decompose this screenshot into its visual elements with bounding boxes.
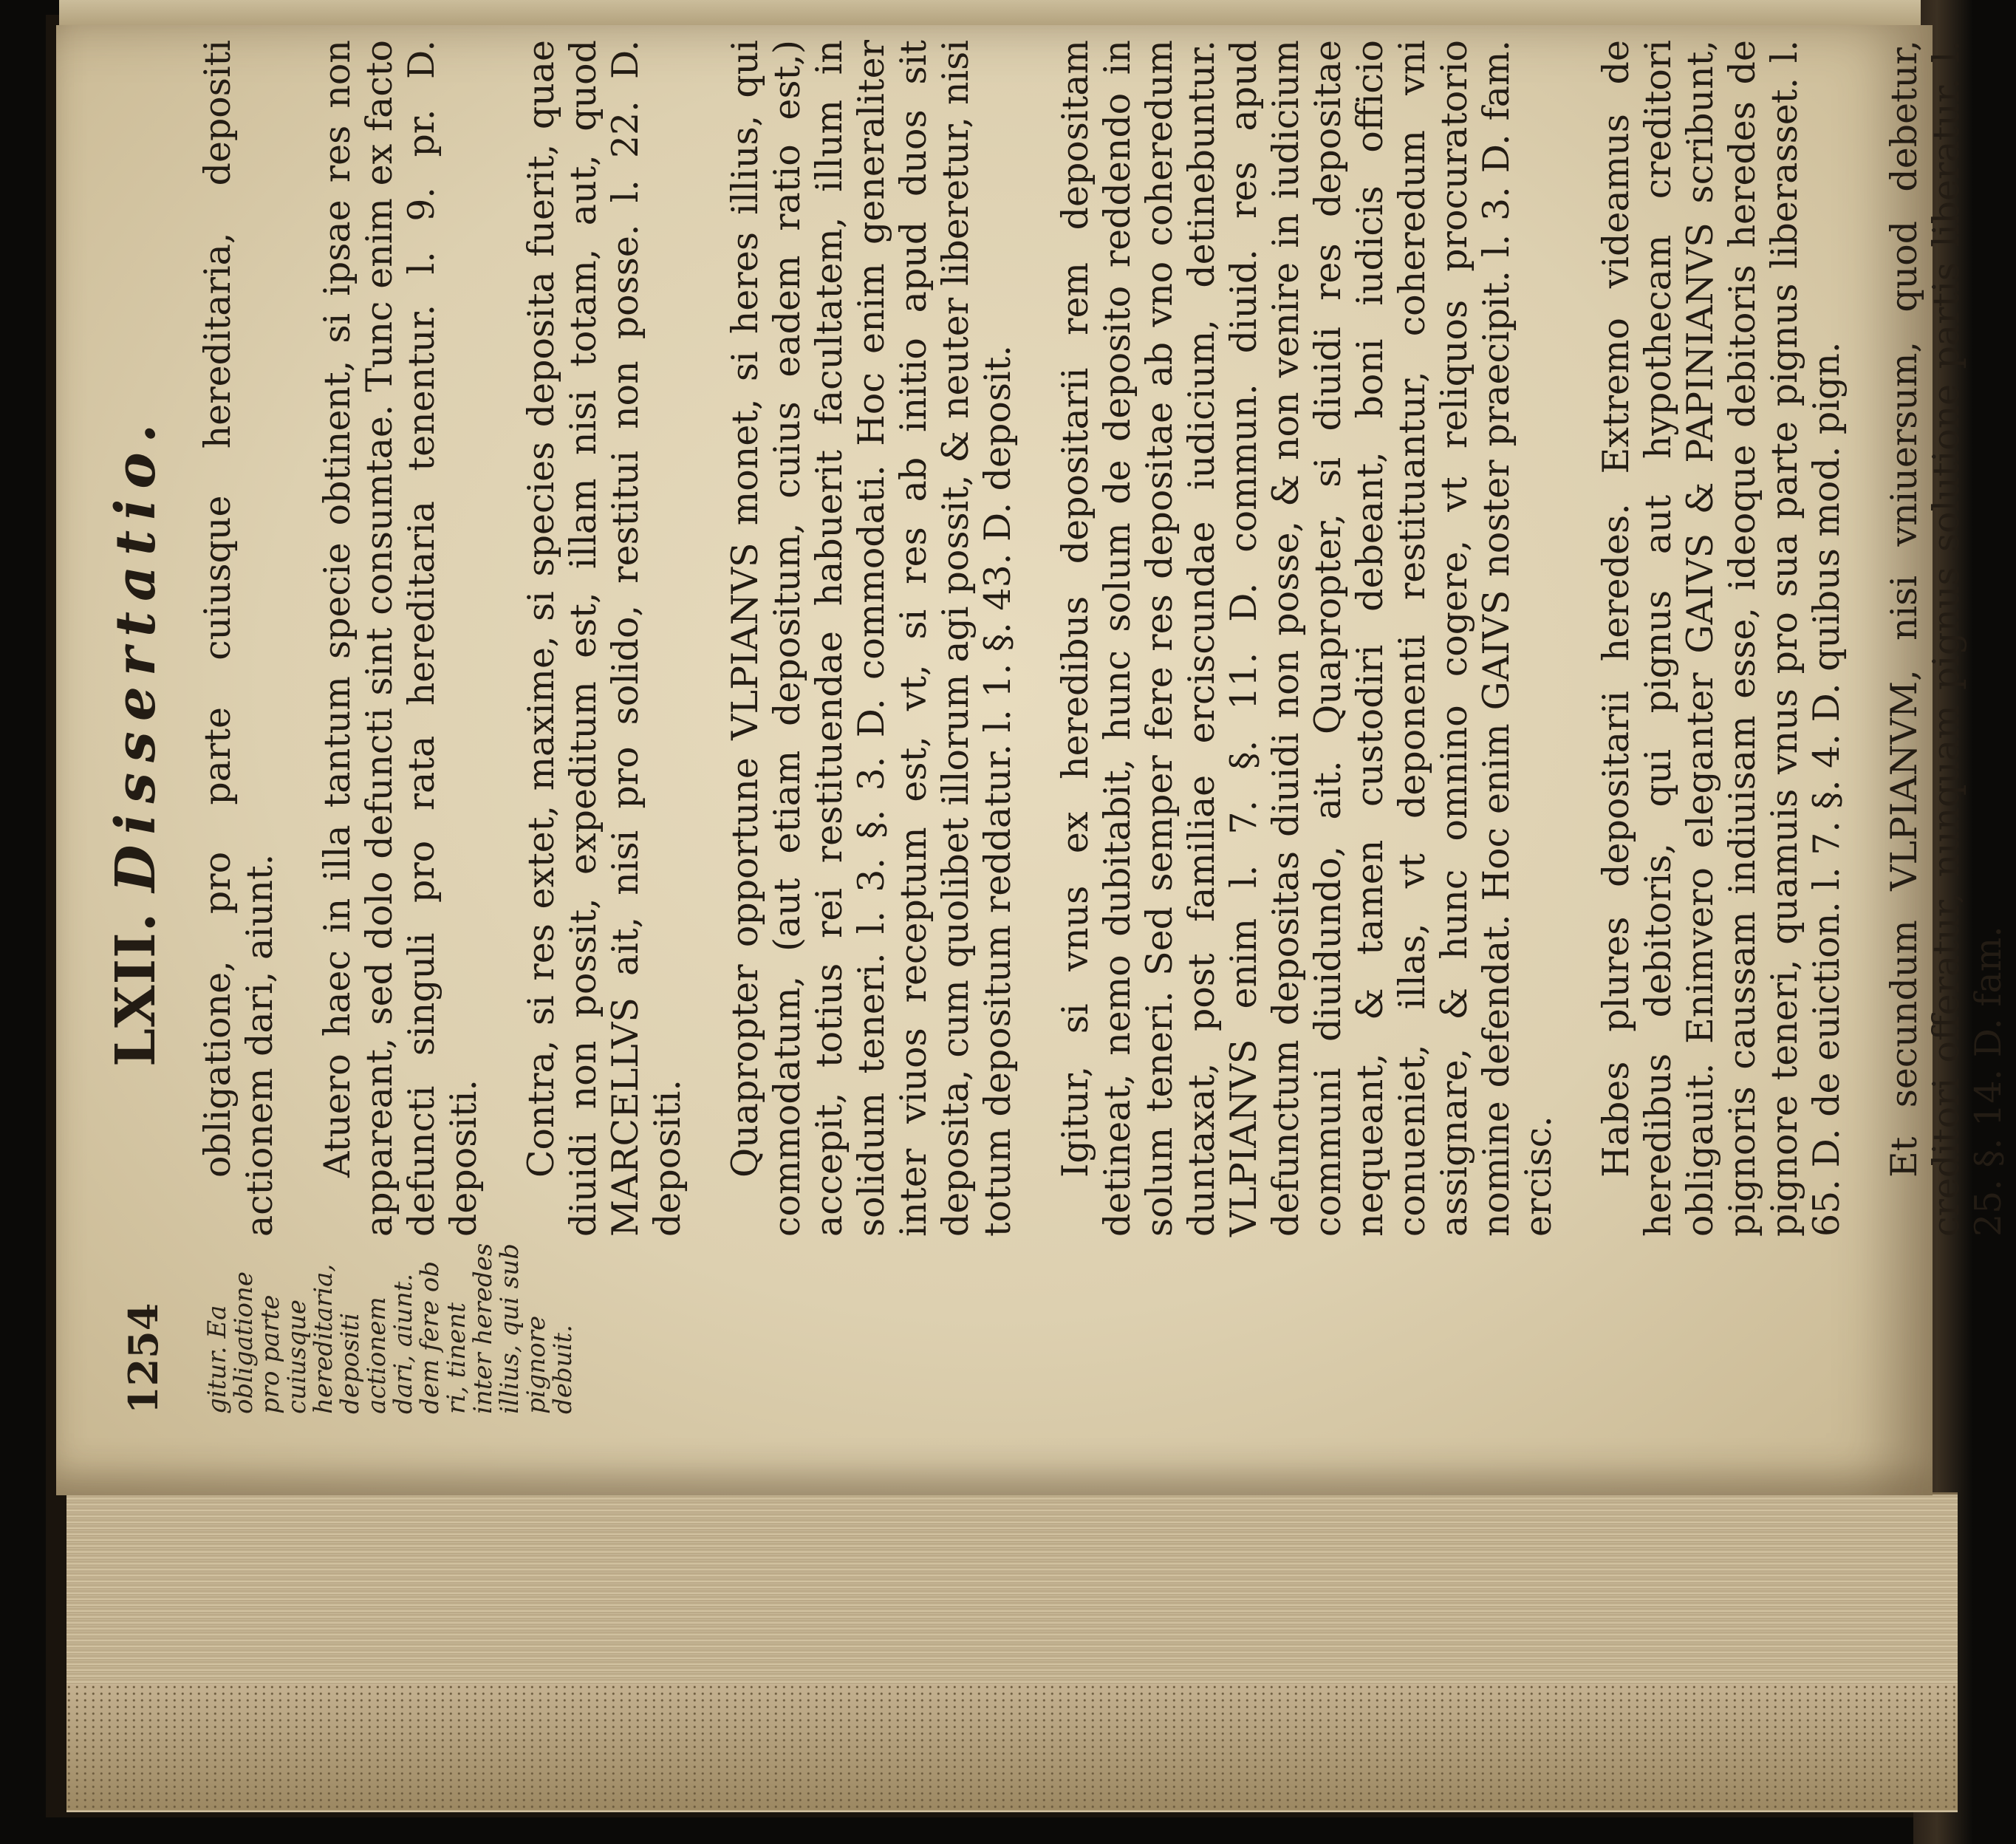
paragraph-3: Contra, si res extet, maxime, si species deposita fuerit, quae diuidi non possit, expeditum est, illam nisi totam, aut, quod MARCELLVS ait, nisi pro solido, restitui non posse. l. 22. D. depositi. <box>520 40 688 1237</box>
running-title-roman: LXII. <box>104 912 168 1067</box>
page-header <box>104 69 189 1414</box>
page-number: 1254 <box>120 1302 167 1414</box>
paragraph-7: Et secundum VLPIANVM, nisi vniuersum, quod debetur, creditori offeratur, nunquam pignus solutione partis liberatur. l. 25. §. 14. D. fam. <box>1883 40 2009 1237</box>
facing-page-edge <box>59 0 1921 25</box>
text-block <box>104 40 2009 1414</box>
running-title <box>104 413 168 1067</box>
paragraph-1: obligatione, pro parte cuiusque hereditaria, depositi actionem dari, aiunt. <box>197 40 281 1237</box>
paragraph-5: Igitur, si vnus ex heredibus depositarii rem depositam detineat, nemo dubitabit, hunc solum de deposito reddendo in solum teneri. Sed semper fere res depositae ab vno coheredum duntaxat, post familiae erciscundae iudicium, detinebuntur. VLPIANVS enim l. 7. §. 11. D. commun. diuid. res apud defunctum depositas diuidi non posse, & non venire in iudicium communi diuidundo, ait. Quapropter, si diuidi res depositae nequeant, & tamen custodiri debeant, boni iudicis officio conueniet, illas, vt deponenti restituantur, coheredum vni assignare, & hunc omnino cogere, vt reliquos procuratorio nomine defendat. Hoc enim GAIVS noster praecipit. l. 3. D. fam. ercisc. <box>1054 40 1559 1237</box>
marginal-note: gitur. Ea obligatione pro parte cuiusque hereditaria, depositi actionem dari, aiunt. dem fere ob ri, tinent inter heredes illius, qui sub pignore debuit. <box>202 1243 578 1414</box>
running-title-italic: Dissertatio. <box>104 413 168 892</box>
paragraph-6: Habes plures depositarii heredes. Extremo videamus de heredibus debitoris, qui pignus aut hypothecam creditori obligauit. Enimvero eleganter GAIVS & PAPINIANVS scribunt, pignoris caussam indiuisam esse, ideoque debitoris heredes de pignore teneri, quamuis vnus pro sua parte pignus liberasset. l. 65. D. de euiction. l. 7. §. 4. D. quibus mod. pign. <box>1595 40 1848 1237</box>
paragraph-2: Atuero haec in illa tantum specie obtinent, si ipsae res non appareant, sed dolo defuncti sint consumtae. Tunc enim ex facto defuncti singuli pro rata hereditaria tenentur. l. 9. pr. D. depositi. <box>316 40 485 1237</box>
book-page <box>56 25 2009 1495</box>
sprinkled-page-edge <box>66 1684 1958 1810</box>
page-body <box>197 40 2016 1237</box>
paragraph-4: Quapropter opportune VLPIANVS monet, si heres illius, qui commodatum, (aut etiam depositum, cuius eadem ratio est,) accepit, totius rei restituendae habuerit facultatem, illum in solidum teneri. l. 3. §. 3. D. commodati. Hoc enim generaliter inter viuos receptum est, vt, si res ab initio apud duos sit deposita, cum quolibet illorum agi possit, & neuter liberetur, nisi totum depositum reddatur. l. 1. §. 43. D. deposit. <box>724 40 1019 1237</box>
